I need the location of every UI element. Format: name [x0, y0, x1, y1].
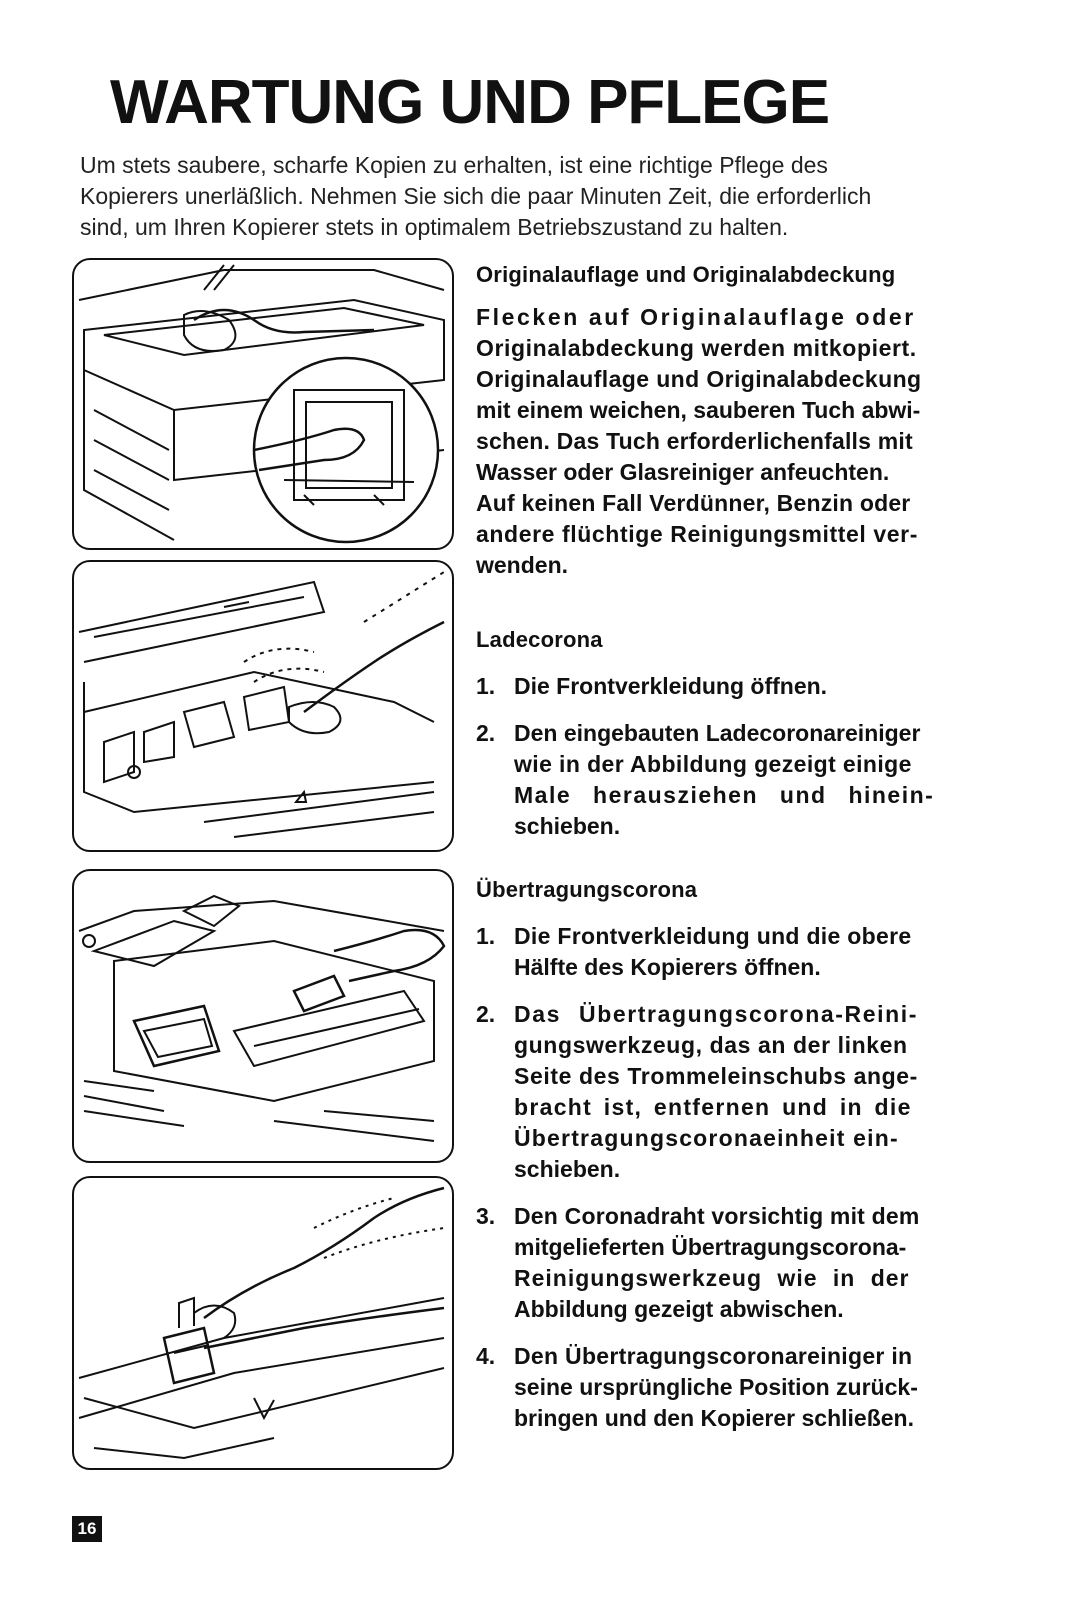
- charge-corona-cleaner-illustration: [72, 560, 454, 852]
- intro-paragraph: [80, 150, 1020, 243]
- section-ladecorona: [476, 627, 1021, 858]
- text-line: Flecken auf Originalauflage oder: [476, 304, 916, 330]
- step-line: Abbildung gezeigt abwischen.: [514, 1296, 844, 1322]
- text-line: Wasser oder Glasreiniger anfeuchten.: [476, 459, 890, 485]
- list-item: [476, 671, 1021, 702]
- text-line: Originalauflage und Originalabdeckung: [476, 366, 922, 392]
- step-line: schieben.: [514, 1156, 621, 1182]
- text-line: Auf keinen Fall Verdünner, Benzin oder: [476, 490, 911, 516]
- steps-list: [476, 671, 1021, 842]
- intro-line: Um stets saubere, scharfe Kopien zu erhalten, ist eine richtige Pflege des: [80, 152, 828, 178]
- text-line: wenden.: [476, 552, 569, 578]
- step-line: bringen und den Kopierer schließen.: [514, 1405, 914, 1431]
- list-item: [476, 999, 1021, 1185]
- text-line: andere flüchtige Reinigungsmittel ver-: [476, 521, 918, 547]
- section-heading: Übertragungscorona: [476, 877, 698, 902]
- step-number: 4.: [476, 1343, 496, 1369]
- step-line: schieben.: [514, 813, 621, 839]
- section-heading: Ladecorona: [476, 627, 603, 652]
- step-line: Reinigungswerkzeug wie in der: [514, 1265, 910, 1291]
- step-line: mitgelieferten Übertragungscorona-: [514, 1234, 907, 1260]
- step-number: 2.: [476, 720, 496, 746]
- transfer-corona-tool-illustration: [72, 869, 454, 1163]
- step-line: Die Frontverkleidung öffnen.: [514, 673, 828, 699]
- step-line: bracht ist, entfernen und in die: [514, 1094, 912, 1120]
- step-line: Das Übertragungscorona-Reini-: [514, 1001, 919, 1027]
- page-number: 16: [72, 1516, 102, 1542]
- section-paragraph: [476, 302, 1021, 581]
- text-line: mit einem weichen, sauberen Tuch abwi-: [476, 397, 921, 423]
- section-uebertragungscorona: [476, 877, 1021, 1450]
- step-line: Den Übertragungscoronareiniger in: [514, 1343, 913, 1369]
- step-line: Die Frontverkleidung und die obere: [514, 923, 912, 949]
- step-number: 2.: [476, 1001, 496, 1027]
- step-number: 1.: [476, 923, 496, 949]
- text-line: schen. Das Tuch erforderlichenfalls mit: [476, 428, 913, 454]
- list-item: [476, 1341, 1021, 1434]
- step-line: wie in der Abbildung gezeigt einige: [514, 751, 912, 777]
- step-line: Male herausziehen und hinein-: [514, 782, 935, 808]
- step-number: 3.: [476, 1203, 496, 1229]
- page-title: WARTUNG UND PFLEGE: [110, 68, 830, 137]
- intro-line: sind, um Ihren Kopierer stets in optimalem Betriebszustand zu halten.: [80, 214, 789, 240]
- section-originalauflage: [476, 262, 1021, 581]
- list-item: [476, 921, 1021, 983]
- copier-glass-cleaning-illustration: [72, 258, 454, 550]
- corona-wire-wiping-illustration: [72, 1176, 454, 1470]
- list-item: [476, 718, 1021, 842]
- section-heading: Originalauflage und Originalabdeckung: [476, 262, 896, 287]
- steps-list: [476, 921, 1021, 1434]
- intro-line: Kopierers unerläßlich. Nehmen Sie sich die paar Minuten Zeit, die erforderlich: [80, 183, 872, 209]
- text-line: Originalabdeckung werden mitkopiert.: [476, 335, 917, 361]
- step-line: Seite des Trommeleinschubs ange-: [514, 1063, 918, 1089]
- step-line: Übertragungscoronaeinheit ein-: [514, 1125, 899, 1151]
- list-item: [476, 1201, 1021, 1325]
- step-line: Den eingebauten Ladecoronareiniger: [514, 720, 921, 746]
- step-line: gungswerkzeug, das an der linken: [514, 1032, 908, 1058]
- step-line: seine ursprüngliche Position zurück-: [514, 1374, 918, 1400]
- step-number: 1.: [476, 673, 496, 699]
- step-line: Hälfte des Kopierers öffnen.: [514, 954, 821, 980]
- step-line: Den Coronadraht vorsichtig mit dem: [514, 1203, 920, 1229]
